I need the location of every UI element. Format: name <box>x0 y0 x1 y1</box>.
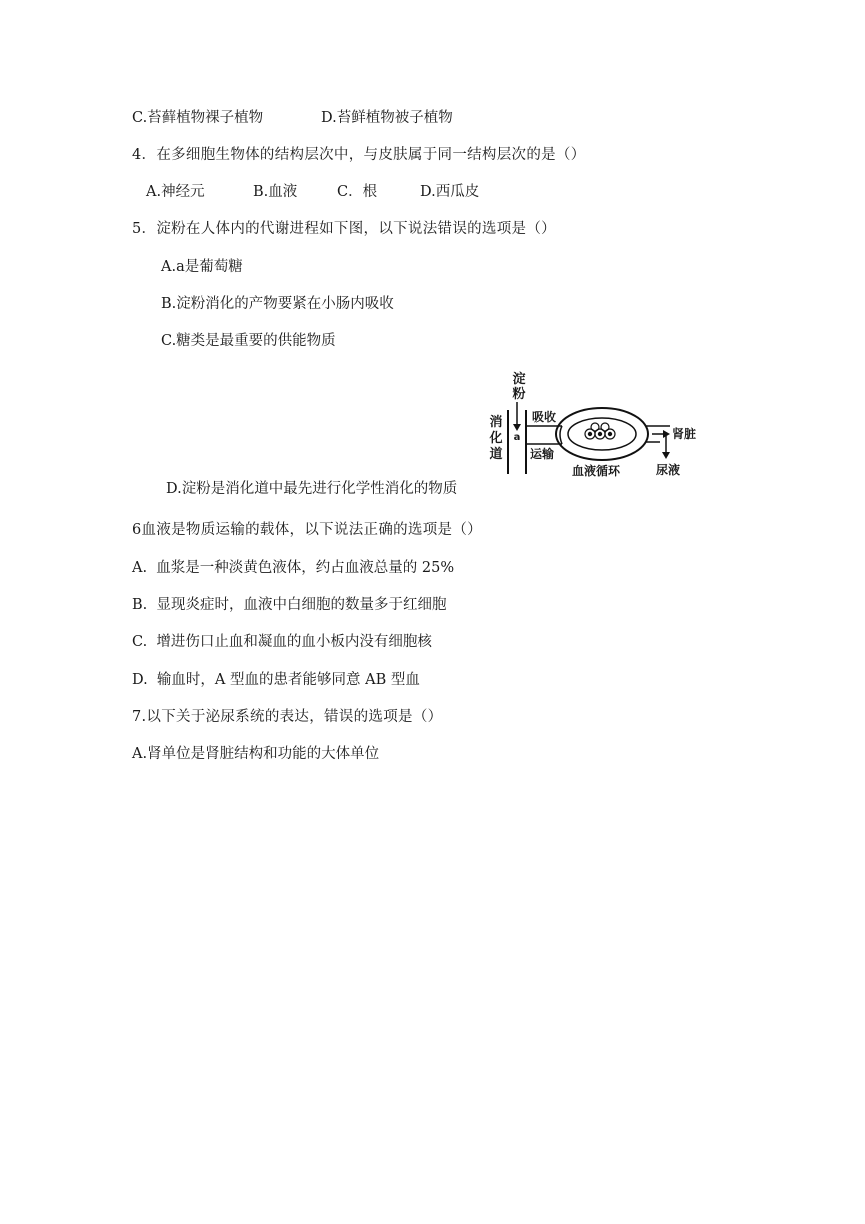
q6-option-b: B. 显现炎症时，血液中白细胞的数量多于红细胞 <box>132 597 447 613</box>
urine-label: 尿液 <box>656 463 681 477</box>
q7-option-a: A.肾单位是肾脏结构和功能的大体单位 <box>132 746 380 762</box>
q5-option-b: B.淀粉消化的产物要紧在小肠内吸收 <box>161 296 394 312</box>
q6-stem: 6血液是物质运输的载体，以下说法正确的选项是（） <box>132 522 482 538</box>
q6-option-d: D. 输血时，A 型血的患者能够同意 AB 型血 <box>132 672 420 688</box>
kidney-label: 肾脏 <box>672 427 697 441</box>
q4-stem: 4．在多细胞生物体的结构层次中，与皮肤属于同一结构层次的是（） <box>132 147 586 163</box>
starch-metabolism-diagram <box>480 368 725 490</box>
q7-stem: 7.以下关于泌尿系统的表达，错误的选项是（） <box>132 709 443 725</box>
q4-option-c: C．根 <box>337 184 378 200</box>
q4-option-a: A.神经元 <box>146 184 205 200</box>
tract-label-1: 消 <box>489 415 503 430</box>
blood-cells-icon <box>585 423 615 439</box>
q6-option-a: A. 血浆是一种淡黄色液体，约占血液总量的 25% <box>132 560 455 576</box>
circulation-label: 血液循环 <box>572 464 621 478</box>
q5-option-a: A.a是葡萄糖 <box>161 259 243 275</box>
q4-option-b: B.血液 <box>253 184 298 200</box>
starch-arrow-head <box>513 424 521 431</box>
absorb-label: 吸收 <box>532 410 557 424</box>
loop-entry <box>560 426 562 444</box>
q3-option-d: D.苔鲜植物被子植物 <box>321 110 453 126</box>
tract-label-2: 化 <box>489 431 503 446</box>
transport-label: 运输 <box>530 447 555 461</box>
tract-label-3: 道 <box>489 447 503 462</box>
q5-option-c: C.糖类是最重要的供能物质 <box>161 333 336 349</box>
starch-label-2: 粉 <box>512 387 526 402</box>
q3-option-c: C.苔藓植物裸子植物 <box>132 110 264 126</box>
a-label: a <box>513 432 521 443</box>
starch-label-1: 淀 <box>512 372 526 387</box>
q6-option-c: C. 增进伤口止血和凝血的血小板内没有细胞核 <box>132 634 432 650</box>
q5-stem: 5．淀粉在人体内的代谢进程如下图，以下说法错误的选项是（） <box>132 221 556 237</box>
q4-option-d: D.西瓜皮 <box>420 184 480 200</box>
q5-option-d: D.淀粉是消化道中最先进行化学性消化的物质 <box>166 481 458 497</box>
urine-arrow-head <box>662 452 670 459</box>
